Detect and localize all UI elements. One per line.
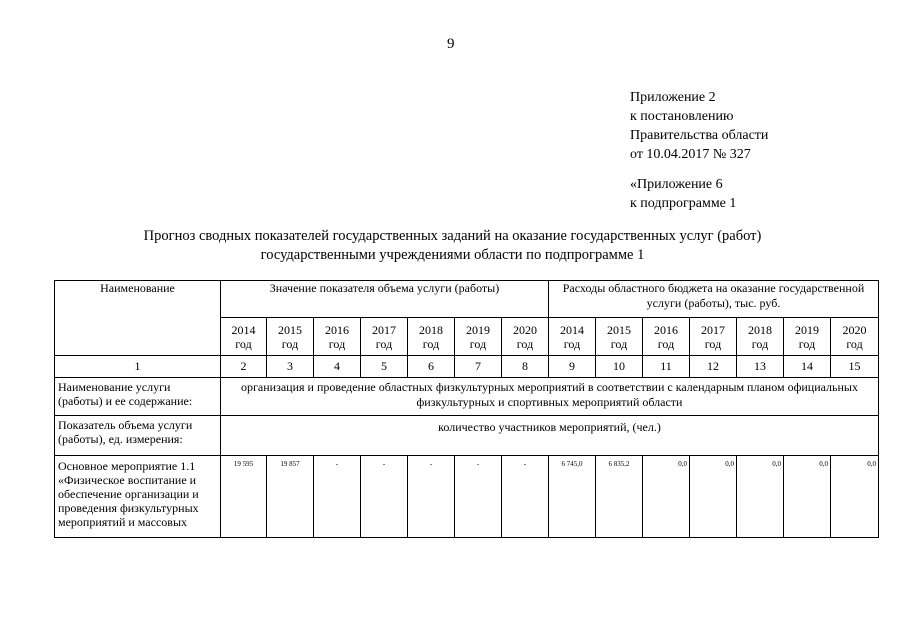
- column-number: 6: [408, 356, 455, 378]
- volume-cell: -: [361, 456, 408, 538]
- year-header: 2019 год: [784, 318, 831, 356]
- year-header: 2018 год: [737, 318, 784, 356]
- year-header: 2018 год: [408, 318, 455, 356]
- expense-cell: 0,0: [784, 456, 831, 538]
- year-header: 2015 год: [267, 318, 314, 356]
- year-header: 2014 год: [549, 318, 596, 356]
- year-header: 2014 год: [221, 318, 267, 356]
- column-number: 3: [267, 356, 314, 378]
- year-header: 2020 год: [831, 318, 879, 356]
- volume-cell: 19 857: [267, 456, 314, 538]
- column-number: 4: [314, 356, 361, 378]
- expense-cell: 6 835,2: [596, 456, 643, 538]
- year-header: 2015 год: [596, 318, 643, 356]
- forecast-table: [54, 280, 879, 538]
- service-label: Наименование услуги (работы) и ее содержание:: [55, 378, 221, 416]
- column-number: 9: [549, 356, 596, 378]
- column-number: 14: [784, 356, 831, 378]
- table-row: [55, 456, 879, 538]
- expense-cell: 6 745,0: [549, 456, 596, 538]
- appendix-line: «Приложение 6: [630, 177, 723, 192]
- volume-cell: -: [502, 456, 549, 538]
- column-number: 15: [831, 356, 879, 378]
- expense-cell: 0,0: [831, 456, 879, 538]
- expense-cell: 0,0: [643, 456, 690, 538]
- column-number: 12: [690, 356, 737, 378]
- header-expenses: Расходы областного бюджета на оказание государственной услуги (работы), тыс. руб.: [549, 281, 879, 318]
- title-line: государственными учреждениями области по подпрограмме 1: [260, 247, 645, 263]
- column-number: 1: [55, 356, 221, 378]
- activity-label: Основное мероприятие 1.1 «Физическое воспитание и обеспечение организации и проведения физкультурных мероприятий и массовых: [55, 456, 221, 538]
- header-name: Наименование: [55, 281, 221, 356]
- year-header: 2020 год: [502, 318, 549, 356]
- column-number: 2: [221, 356, 267, 378]
- expense-cell: 0,0: [737, 456, 784, 538]
- appendix-line: к постановлению: [630, 109, 734, 124]
- appendix-line: от 10.04.2017 № 327: [630, 147, 751, 162]
- appendix-block-2: [630, 175, 736, 213]
- appendix-line: к подпрограмме 1: [630, 196, 737, 211]
- year-header: 2016 год: [314, 318, 361, 356]
- column-number: 8: [502, 356, 549, 378]
- appendix-line: Правительства области: [630, 128, 769, 143]
- table-row: [55, 378, 879, 416]
- header-volume: Значение показателя объема услуги (работы): [221, 281, 549, 318]
- volume-cell: -: [455, 456, 502, 538]
- title-line: Прогноз сводных показателей государственных заданий на оказание государственных услуг (работ): [143, 228, 762, 244]
- year-header: 2017 год: [690, 318, 737, 356]
- column-number: 5: [361, 356, 408, 378]
- indicator-value: количество участников мероприятий, (чел.): [221, 416, 879, 456]
- volume-cell: -: [314, 456, 361, 538]
- column-number: 7: [455, 356, 502, 378]
- page-number: 9: [447, 36, 455, 52]
- appendix-line: Приложение 2: [630, 90, 716, 105]
- indicator-label: Показатель объема услуги (работы), ед. измерения:: [55, 416, 221, 456]
- document-title: [0, 227, 905, 265]
- expense-cell: 0,0: [690, 456, 737, 538]
- appendix-block: [630, 88, 768, 164]
- volume-cell: -: [408, 456, 455, 538]
- column-number: 11: [643, 356, 690, 378]
- year-header: 2016 год: [643, 318, 690, 356]
- year-header: 2019 год: [455, 318, 502, 356]
- year-header: 2017 год: [361, 318, 408, 356]
- service-value: организация и проведение областных физкультурных мероприятий в соответствии с календарным планом официальных физкультурных и спортивных мероприятий области: [221, 378, 879, 416]
- column-number: 10: [596, 356, 643, 378]
- table-row: [55, 416, 879, 456]
- column-numbers-row: [55, 356, 879, 378]
- volume-cell: 19 595: [221, 456, 267, 538]
- column-number: 13: [737, 356, 784, 378]
